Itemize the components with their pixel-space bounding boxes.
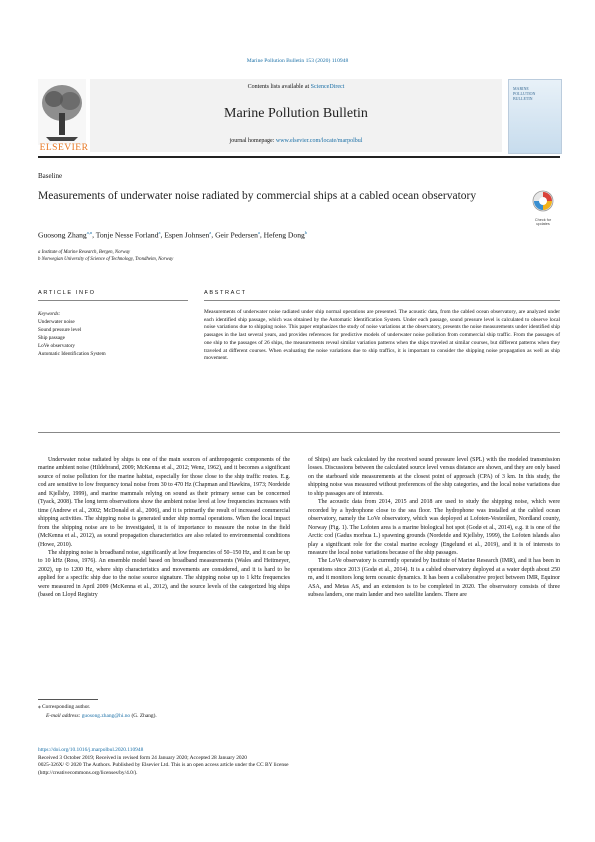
license-url[interactable]: (http://creativecommons.org/licenses/by/4.0/). <box>38 769 138 776</box>
received-dates: Received 3 October 2019; Received in revised form 24 January 2020; Accepted 28 January 2020 <box>38 754 247 761</box>
author-list: Guosong Zhang$^{a,⁎}$, Tonje Nesse Forland$^a$, Espen Johnsen$^a$, Geir Pedersen$^a$, Hefeng Dong$^b$ <box>38 230 308 240</box>
email-link[interactable]: guosong.zhang@hi.no <box>81 713 131 719</box>
body-right-column <box>308 456 560 600</box>
journal-title: Marine Pollution Bulletin <box>224 106 368 121</box>
keyword: Ship passage <box>38 335 65 341</box>
abstract-rule <box>204 300 560 301</box>
publication-info <box>38 747 560 777</box>
body-left-column <box>38 456 290 600</box>
cover-title <box>513 86 535 101</box>
author-sup: a,⁎ <box>86 230 93 235</box>
email-note <box>46 713 157 721</box>
footnote-rule <box>38 699 98 700</box>
cover-text-3: BULLETIN <box>513 96 533 101</box>
author-name[interactable]: Espen Johnsen <box>164 230 210 240</box>
crossmark-badge[interactable] <box>528 189 558 227</box>
cover-text-2: POLLUTION <box>513 91 536 96</box>
elsevier-logo <box>38 79 86 152</box>
body-paragraph: Underwater noise radiated by ships is one of the main sources of anthropogenic components of the marine ambient noise (Hildebrand, 2009; McKenna et al., 2012; Wenz, 1962), and it becomes a significant source of noise pollution for the marine habitat, especially for those close to the ship traffic routes. E.g. cod are sensitive to low frequency tonal noise from 30 to 470 Hz (Chapman and Hawkins, 1973; Nordeide and Kjellsby, 1999), and marine mammals relying on sound as their primary sense can be concerned (Tyack, 2008). The long term observations show the ambient noise level at low frequencies increases with time (Andrew et al., 2002; McDonald et al., 2006), and it is primarily the result of increased commercial shipping activities. The shipping noise is generated under ship normal operations. When the local impact from the shipping noise are to be investigated, it is of importance to measure the noise in the field (McKenna et al., 2012), as sound propagation characteristics are also related to environmental conditions (Howe, 2010). <box>38 457 290 548</box>
email-suffix: (G. Zhang). <box>130 713 157 719</box>
keyword: LoVe observatory <box>38 343 76 349</box>
article-info-heading: ARTICLE INFO <box>38 290 96 296</box>
abstract-end-rule <box>38 432 560 433</box>
cover-text-1: MARINE <box>513 86 529 91</box>
author-name[interactable]: Tonje Nesse Forland <box>95 230 159 240</box>
author-sup: a <box>209 230 212 235</box>
keyword: Underwater noise <box>38 319 75 325</box>
body-paragraph: The LoVe observatory is currently operated by Institute of Marine Research (IMR), and it has been in operations since 2013 (Godø et al., 2014). It is a cabled observatory deployed at a water depth about 250 m, and it monitors long term oceanic dynamics. It has been a collaborative project between IMR, Equinor ASA, and Metas AS, and an extension is to be completed in 2020. The observatory consists of three subsea landers, one main lander and two satellite landers. There are <box>308 558 560 599</box>
abstract-heading: ABSTRACT <box>204 290 247 296</box>
article-title: Measurements of underwater noise radiated by commercial ships at a cabled ocean observatory <box>38 190 477 202</box>
crossmark-label: Check for updates <box>534 218 552 227</box>
author-sup: a <box>158 230 161 235</box>
author-sup: a <box>257 230 260 235</box>
crossmark-icon <box>528 189 558 213</box>
article-section-type: Baseline <box>38 172 63 180</box>
body-paragraph: The acoustic data from 2014, 2015 and 2018 are used to study the shipping noise, which were recorded by a hydrophone close to the sea floor. The hydrophone was installed at the cabled ocean observatory, namely the LoVe observatory, which was deployed at Lofoten-Vesterålen, Nordland county, Norway (Fig. 1). The Lofoten area is a marine biological hot spot (Godø et al., 2014), e.g. it is one of the Arctic cod (Gadus morhua L.) spawning grounds (Nordeide and Kjellsby, 1999), the Lofoten islands also play a significant role for the costal marine ecology (Engelund et al., 2019), and it is of interests to measure the local noise variations because of the ship passages. <box>308 499 560 556</box>
keyword: Automatic Identification System <box>38 351 106 357</box>
author-name[interactable]: Geir Pedersen <box>215 230 258 240</box>
journal-cover <box>508 79 562 154</box>
homepage-prefix: journal homepage: <box>229 138 276 144</box>
affiliation: b Norwegian University of Science of Technology, Trondheim, Norway <box>38 257 174 262</box>
doi-link[interactable]: https://doi.org/10.1016/j.marpolbul.2020.110948 <box>38 747 144 753</box>
keyword: Sound pressure level <box>38 327 82 333</box>
contents-prefix: Contents lists available at <box>247 84 311 90</box>
header-rule <box>38 156 560 158</box>
affiliation: a Institute of Marine Research, Bergen, Norway <box>38 250 131 255</box>
copyright-line: 0025-326X/ © 2020 The Authors. Published by Elsevier Ltd. This is an open access article under the CC BY license <box>38 762 289 769</box>
elsevier-tree-icon <box>38 79 86 145</box>
corresponding-author-note: ⁎ Corresponding author. <box>38 704 91 710</box>
body-paragraph: The shipping noise is broadband noise, significantly at low frequencies of 50–150 Hz, and it can be up to 10 kHz (Ross, 1976). An ensemble model based on broadband measurements (Wales and Heitmeyer, 2002), up to 1200 Hz, where ship characteristics and movements are considered, and it is hard to be applied for a specific ship due to the noise source signature. The shipping noise up to 1 kHz frequencies were measured in April 2009 (McKenna et al., 2012), and the source levels of the categorized big ships (based on Lloyd Registry <box>38 549 290 599</box>
journal-reference[interactable]: Marine Pollution Bulletin 153 (2020) 110948 <box>246 58 349 64</box>
author-name[interactable]: Guosong Zhang <box>38 230 87 240</box>
article-info-rule <box>38 300 188 301</box>
homepage-link[interactable]: www.elsevier.com/locate/marpolbul <box>275 138 363 144</box>
sciencedirect-link[interactable]: ScienceDirect <box>310 84 345 90</box>
keywords-label: Keywords: <box>38 311 61 317</box>
email-label: E-mail address: <box>46 713 82 719</box>
contents-line <box>90 84 502 90</box>
abstract-text: Measurements of underwater noise radiated under ship normal operations are presented. The acoustic data, from the cabled ocean observatory, are analyzed under each identified ship passage, which was obtained by the Automatic Identification System. Under each passage, sound pressure level is calculated to observe local noise variations due to shipping noise. This paper emphasizes the study of noise variations at the observatory, presents the noise measurements under identified ship passages in the last several years, and provides references for predictive models of underwater noise pollution from commercial ship traffic. From the passages of one ship to the passages of 26 ships, the measurements reveal similar variation patterns when the ships traveled at similar courses, but different patterns when they traveled at different courses. When evaluating the noise variations due to ship traffics, it is important to consider the shipping noise propagation as well as ship movement. <box>204 309 560 362</box>
publisher-name: ELSEVIER <box>39 143 89 153</box>
body-paragraph: of Ships) are back calculated by the received sound pressure level (SPL) with the modeled transmission losses. Discussions between the calculated source level versus distance are shown, and they are only based on the starboard side measurements at the closest point of approach (CPA) of 3 km. In this study, the shipping noise was measured without preferences of the ship categories, and the local noise variations due to ship passages are of interests. <box>308 457 560 497</box>
author-name[interactable]: Hefeng Dong <box>263 230 305 240</box>
journal-homepage <box>90 138 502 144</box>
author-sup: b <box>304 230 308 235</box>
